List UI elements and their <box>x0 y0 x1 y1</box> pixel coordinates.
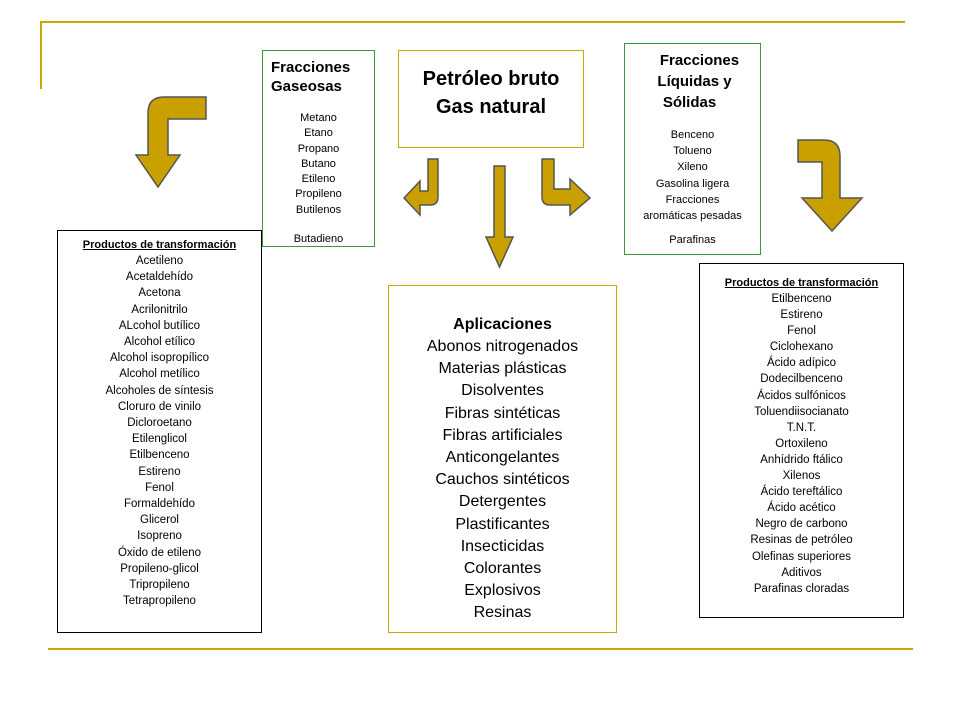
list-item: Plastificantes <box>455 515 550 533</box>
liquid-title <box>625 50 760 113</box>
right-products-title: Productos de transformación <box>724 277 879 289</box>
list-item: Ácido adípico <box>766 357 837 370</box>
list-item: Estireno <box>138 465 181 478</box>
list-item: Parafinas cloradas <box>753 582 850 595</box>
list-item: Disolventes <box>461 382 544 400</box>
list-item: Insecticidas <box>460 537 545 555</box>
list-item: Toluendiisocianato <box>754 405 849 418</box>
center-down-arrow-icon <box>485 165 515 269</box>
applications-title: Aplicaciones <box>453 316 552 333</box>
list-item: Propileno <box>295 188 342 201</box>
list-item: Estireno <box>780 309 823 322</box>
list-item: Explosivos <box>464 582 541 600</box>
list-item: Negro de carbono <box>755 518 848 531</box>
list-item: ALcohol butílico <box>118 319 201 332</box>
list-item: Xileno <box>677 161 708 174</box>
list-item: Ácido acético <box>767 502 836 515</box>
list-item: Anticongelantes <box>445 449 560 467</box>
list-item: Tripropileno <box>129 579 190 592</box>
list-item: Formaldehído <box>124 498 195 511</box>
applications-box <box>388 285 617 633</box>
list-item: T.N.T. <box>786 421 817 434</box>
liquid-title-line1: Fracciones <box>659 52 740 69</box>
list-item: Alcohol metílico <box>119 368 200 381</box>
list-item: Resinas <box>473 604 532 622</box>
list-item: Abonos nitrogenados <box>426 338 579 355</box>
liquid-solid-fractions-box <box>624 43 761 255</box>
right-products-box <box>699 263 904 618</box>
list-item: Fenol <box>787 325 816 338</box>
list-item: Ortoxileno <box>775 437 828 450</box>
list-item: Resinas de petróleo <box>750 534 853 547</box>
list-item: Acrilonitrilo <box>131 303 188 316</box>
list-item: Ácidos sulfónicos <box>757 389 846 402</box>
list-item: Aditivos <box>781 566 822 579</box>
list-item: Butano <box>301 157 336 170</box>
gaseous-title-line1: Fracciones <box>271 59 351 76</box>
top-rule <box>40 21 905 23</box>
right-curved-arrow-icon <box>796 138 866 233</box>
gaseous-title <box>271 58 350 96</box>
list-item: Cloruro de vinilo <box>117 400 202 413</box>
gaseous-last-item: Butadieno <box>293 233 344 245</box>
liquid-items <box>625 127 760 224</box>
left-products-title: Productos de transformación <box>82 239 237 251</box>
list-item: Propano <box>297 142 340 155</box>
list-item: Etilbenceno <box>771 293 832 305</box>
list-item: Etilbenceno <box>129 449 190 462</box>
list-item: Isopreno <box>137 530 182 543</box>
list-item: Cauchos sintéticos <box>435 471 570 489</box>
list-item: Colorantes <box>463 560 542 578</box>
left-products-items <box>58 253 261 609</box>
liquid-title-line3: Sólidas <box>662 94 717 111</box>
list-item: Fibras sintéticas <box>444 404 561 422</box>
list-item: Ácido tereftálico <box>760 486 843 499</box>
bottom-rule <box>48 648 913 650</box>
list-item: Acetileno <box>135 255 184 267</box>
crude-oil-line2: Gas natural <box>435 96 547 118</box>
list-item: Etilenglicol <box>132 433 187 446</box>
list-item: Xilenos <box>782 470 821 483</box>
right-products-items <box>700 291 903 597</box>
list-item: Ciclohexano <box>769 341 834 354</box>
left-curved-arrow-icon <box>134 95 208 189</box>
list-item: Olefinas superiores <box>751 550 852 563</box>
list-item: Alcoholes de síntesis <box>105 384 214 397</box>
list-item: Óxido de etileno <box>117 546 202 559</box>
left-products-box <box>57 230 262 633</box>
list-item: Metano <box>300 112 337 124</box>
list-item: Fibras artificiales <box>442 426 563 444</box>
gaseous-curved-arrow-icon <box>402 157 440 217</box>
applications-items <box>389 336 616 625</box>
list-item: Detergentes <box>458 493 547 511</box>
top-left-vertical-rule <box>40 21 42 89</box>
list-item: Butilenos <box>295 203 342 216</box>
list-item: Fenol <box>145 481 174 494</box>
list-item: Acetona <box>138 287 181 300</box>
list-item: Dodecilbenceno <box>760 373 843 386</box>
crude-oil-box <box>398 50 584 148</box>
list-item: Etileno <box>301 173 336 186</box>
crude-oil-line1: Petróleo bruto <box>422 68 560 90</box>
liquid-curved-arrow-icon <box>540 157 592 217</box>
gaseous-title-line2: Gaseosas <box>271 78 342 95</box>
list-item: Etano <box>304 127 333 140</box>
list-item: Benceno <box>670 129 715 141</box>
list-item: aromáticas pesadas <box>643 210 742 223</box>
list-item: Glicerol <box>140 514 179 527</box>
list-item: Anhídrido ftálico <box>760 453 843 466</box>
gaseous-fractions-box <box>262 50 375 247</box>
liquid-title-line2: Líquidas y <box>657 73 732 90</box>
list-item: Alcohol isopropílico <box>109 352 210 365</box>
gaseous-items <box>263 111 374 218</box>
list-item: Tolueno <box>673 145 712 158</box>
list-item: Propileno-glicol <box>120 562 199 575</box>
liquid-last-item: Parafinas <box>669 234 716 246</box>
list-item: Fracciones <box>665 193 720 206</box>
list-item: Dicloroetano <box>127 417 192 430</box>
list-item: Gasolina ligera <box>655 177 730 190</box>
list-item: Alcohol etílico <box>124 336 195 349</box>
list-item: Acetaldehído <box>125 271 194 284</box>
list-item: Tetrapropileno <box>123 595 196 608</box>
list-item: Materias plásticas <box>438 360 567 378</box>
